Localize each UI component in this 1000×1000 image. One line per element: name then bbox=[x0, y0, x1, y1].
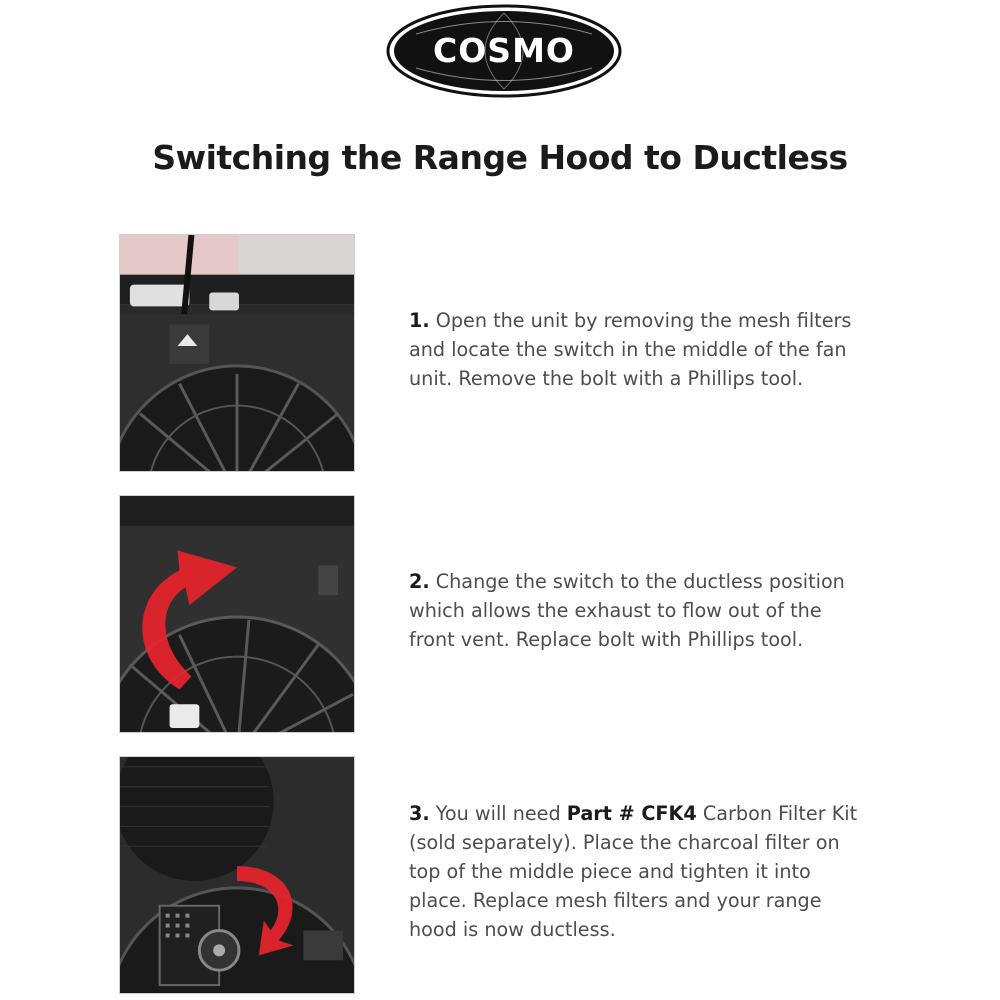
page-title: Switching the Range Hood to Ductless bbox=[152, 138, 848, 177]
step-1-line-3: unit. Remove the bolt with a Phillips tool. bbox=[409, 367, 804, 390]
step-1-number: 1. bbox=[409, 309, 430, 332]
step-3-line-3: top of the middle piece and tighten it into bbox=[409, 860, 811, 883]
step-3-text bbox=[409, 799, 909, 944]
step-1-text bbox=[409, 306, 909, 393]
logo-text: COSMO bbox=[433, 31, 575, 70]
step-2-photo bbox=[119, 495, 355, 733]
step-2-number: 2. bbox=[409, 570, 430, 593]
step-3-line-1-pre: You will need bbox=[435, 802, 561, 825]
step-2-line-1: Change the switch to the ductless position bbox=[435, 570, 845, 593]
step-3-line-4: place. Replace mesh filters and your range bbox=[409, 889, 822, 912]
step-2-line-2: which allows the exhaust to flow out of the bbox=[409, 599, 822, 622]
cosmo-logo bbox=[386, 4, 622, 98]
step-3-photo bbox=[119, 756, 355, 994]
step-3-line-5: hood is now ductless. bbox=[409, 918, 616, 941]
logo-emblem bbox=[386, 4, 622, 98]
step-1-line-2: and locate the switch in the middle of the fan bbox=[409, 338, 847, 361]
step-1-photo bbox=[119, 234, 355, 472]
step-2-text bbox=[409, 567, 909, 654]
step-3-line-1-post: Carbon Filter Kit bbox=[702, 802, 858, 825]
step-3-line-2: (sold separately). Place the charcoal filter on bbox=[409, 831, 840, 854]
part-number: Part # CFK4 bbox=[566, 802, 697, 825]
step-1-line-1: Open the unit by removing the mesh filters bbox=[435, 309, 852, 332]
step-2-line-3: front vent. Replace bolt with Phillips tool. bbox=[409, 628, 804, 651]
step-3-number: 3. bbox=[409, 802, 430, 825]
